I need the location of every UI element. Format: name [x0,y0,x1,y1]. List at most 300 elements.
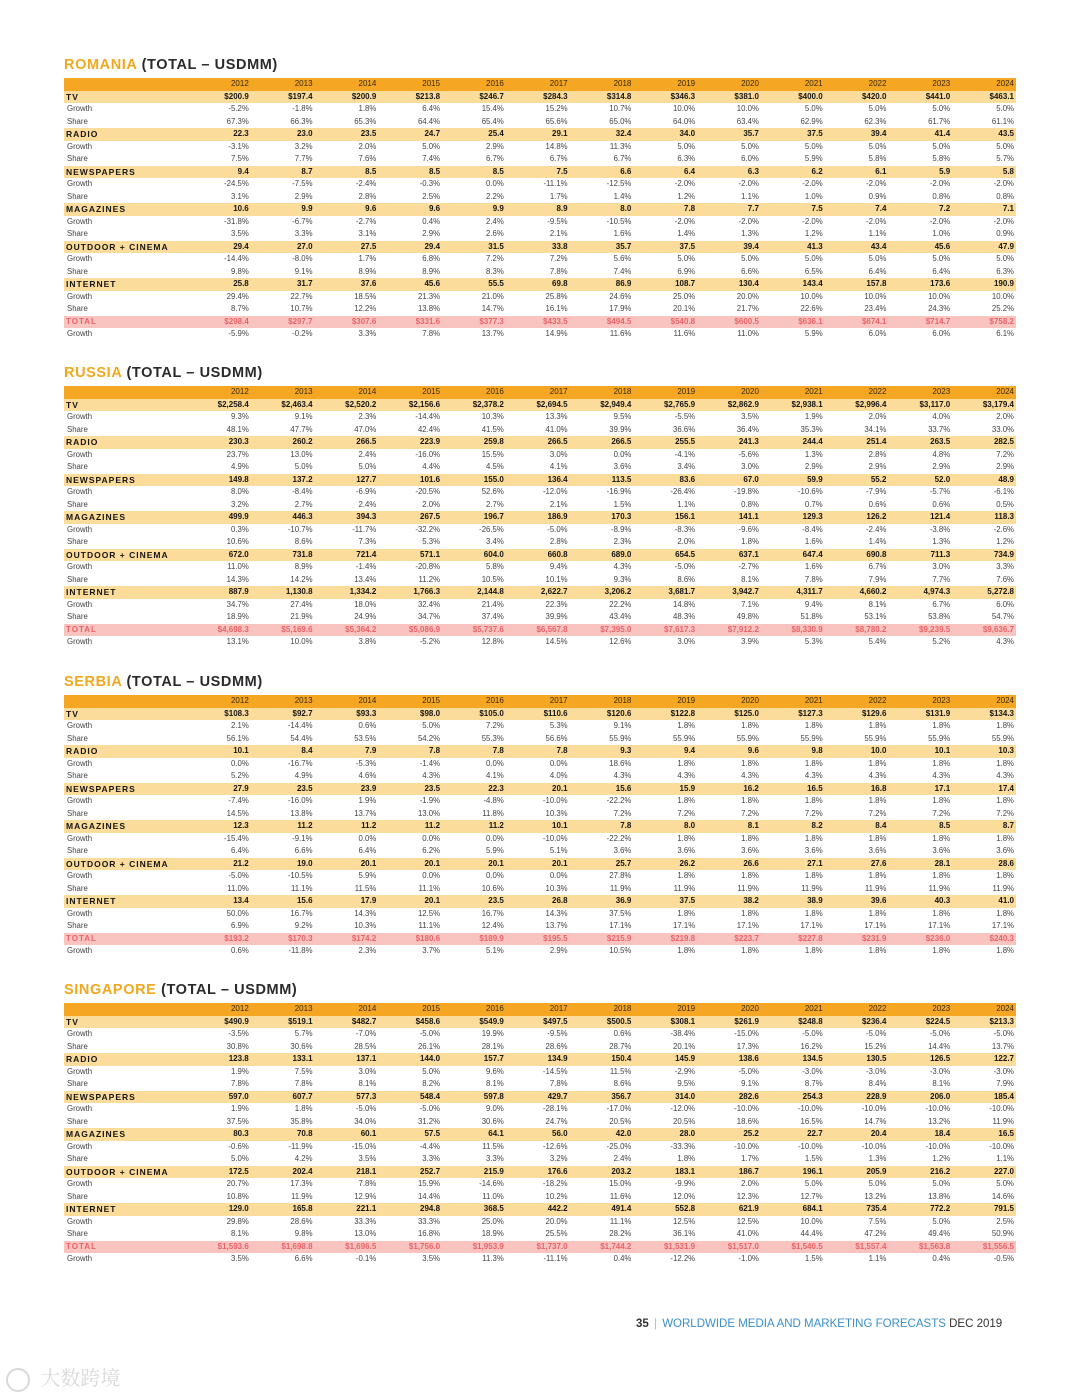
table-cell: 12.3% [736,1191,759,1201]
year-header: 2023 [888,386,952,399]
category-row-newspapers [64,166,1016,179]
table-cell: 4,660.2 [825,586,889,599]
table-cell: 11.0% [227,883,249,893]
table-cell: 10.5% [609,946,632,955]
table-cell: 28.5% [354,1041,377,1051]
table-cell: 34.1% [864,424,887,434]
table-cell: 27.0 [251,241,315,254]
table-cell: 5.8 [952,166,1016,179]
table-cell: 8.6% [677,574,696,584]
table-cell: 55.9% [800,733,823,743]
table-cell: -11.1% [543,1254,568,1263]
table-cell: -3.0% [929,1066,951,1076]
table-cell: 7.9 [315,745,379,758]
section-title [64,981,1016,1003]
table-cell: 19.0 [251,858,315,871]
table-cell: -2.0% [929,216,951,226]
row-label: MAGAZINES [64,511,187,524]
table-cell: 8.3% [486,266,504,276]
table-cell: 16.2% [800,1041,823,1051]
table-cell: 52.6% [481,487,504,496]
table-cell: $180.6 [378,933,442,946]
table-cell: $1,531.9 [633,1241,697,1254]
table-cell: 6.4% [230,846,249,855]
table-cell: 9.8% [294,1229,313,1238]
row-label: TV [64,91,187,104]
table-cell: 9.0% [486,1104,504,1113]
share-row [64,303,1016,316]
table-cell: 3.5% [358,1154,377,1163]
year-header: 2017 [506,386,570,399]
table-cell: 690.8 [825,549,889,562]
table-cell: 25.4 [442,128,506,141]
growth-row [64,908,1016,921]
table-cell: 5.0% [932,104,951,113]
table-cell: 14.7% [481,304,504,313]
table-cell: -5.5% [674,412,696,421]
table-cell: 8.4% [868,1079,887,1088]
table-cell: -38.4% [670,1029,696,1038]
table-cell: 10.6% [481,883,504,893]
table-cell: $219.8 [633,933,697,946]
table-cell: 2,622.7 [506,586,570,599]
category-row-internet [64,1203,1016,1216]
share-row [64,116,1016,129]
table-cell: 446.3 [251,511,315,524]
table-cell: 13.3% [545,412,568,421]
table-cell: -18.2% [542,1179,568,1188]
table-cell: 1.7% [741,1154,759,1163]
table-cell: 12.3 [187,820,251,833]
table-cell: $227.8 [761,933,825,946]
table-cell: 1.8% [932,908,951,918]
table-cell: 33.7% [928,424,951,434]
table-cell: 7.2% [868,808,887,818]
table-cell: 1.5% [804,1154,823,1163]
table-cell: 8.7% [230,304,249,313]
table-cell: 491.4 [570,1203,634,1216]
table-cell: 263.5 [888,436,952,449]
table-cell: 0.0% [613,449,632,459]
page-number: 35 [636,1318,649,1330]
table-cell: 1.8% [677,946,696,955]
table-cell: 7.8 [442,745,506,758]
table-cell: 5.6% [613,254,632,263]
table-cell: 223.9 [378,436,442,449]
table-cell: $519.1 [251,1016,315,1029]
table-cell: 133.1 [251,1053,315,1066]
table-cell: 17.1 [888,783,952,796]
table-cell: 1.8% [868,721,887,730]
table-cell: 17.1% [673,921,696,930]
row-label: Growth [67,254,93,263]
row-label: Share [67,612,88,621]
table-cell: 6.6% [294,846,313,855]
table-cell: 47.9 [952,241,1016,254]
table-cell: 2.9% [996,462,1014,471]
table-cell: 10.2% [545,1191,568,1201]
table-cell: 7.8 [506,745,570,758]
row-label: TV [64,399,187,412]
table-cell: 43.5 [952,128,1016,141]
table-cell: $122.8 [633,708,697,721]
table-cell: $714.7 [888,316,952,329]
table-cell: 23.5 [315,128,379,141]
table-cell: 10.1 [888,745,952,758]
year-header: 2013 [251,78,315,91]
table-cell: 3.2% [230,499,249,509]
table-cell: 1.8% [677,796,696,805]
table-cell: 56.0 [506,1128,570,1141]
table-cell: 8.0 [570,203,634,216]
table-cell: 17.3% [736,1041,759,1051]
table-cell: $9,239.5 [888,624,952,637]
table-cell: $1,953.9 [442,1241,506,1254]
table-cell: $134.3 [952,708,1016,721]
table-cell: 3.6% [996,846,1014,855]
table-cell: 5.0% [868,1179,887,1188]
table-cell: 5.0% [422,721,441,730]
table-cell: -8.9% [610,524,632,534]
table-cell: 1.8% [932,946,951,955]
table-cell: 27.9 [187,783,251,796]
table-cell: -3.0% [993,1066,1014,1076]
table-cell: 13.2% [928,1116,951,1126]
table-cell: -5.2% [419,637,441,646]
share-row [64,1191,1016,1204]
year-header: 2017 [506,695,570,708]
table-cell: $331.6 [378,316,442,329]
table-cell: 28.1% [481,1041,504,1051]
table-cell: $441.0 [888,91,952,104]
category-row-magazines [64,1128,1016,1141]
table-cell: 8.1% [358,1079,377,1088]
table-cell: 2.9% [486,141,504,151]
row-label: Share [67,1079,88,1088]
table-cell: 1.5% [804,1254,823,1263]
table-cell: 5.0% [804,141,823,151]
table-cell: 2.0% [422,499,441,509]
logo-icon [6,1368,30,1392]
table-cell: $1,540.5 [761,1241,825,1254]
year-header: 2015 [378,1003,442,1016]
share-row [64,611,1016,624]
table-cell: $494.5 [570,316,634,329]
table-cell: 6.4% [932,266,951,276]
table-cell: -10.0% [797,1141,823,1151]
growth-row [64,1141,1016,1154]
table-cell: 6.0% [996,599,1014,609]
table-cell: -20.5% [415,487,441,496]
total-row [64,933,1016,946]
table-cell: 1.8% [932,721,951,730]
table-cell: 10.3% [354,921,377,930]
row-label: Growth [67,1254,93,1263]
table-cell: 3.0% [549,449,568,459]
table-cell: 3.3% [358,329,377,338]
table-cell: 14.3% [545,908,568,918]
share-row [64,808,1016,821]
table-cell: -22.2% [606,833,632,843]
table-cell: 44.4% [800,1229,823,1238]
table-cell: 31.7 [251,278,315,291]
table-cell: 11.5% [609,1066,632,1076]
table-cell: 17.1% [991,921,1014,930]
table-cell: 130.5 [825,1053,889,1066]
table-cell: 7.8 [633,203,697,216]
table-cell: 11.3% [482,1254,504,1263]
table-cell: 2.5% [422,191,441,201]
year-header: 2021 [761,1003,825,1016]
table-cell: 5.0% [230,1154,249,1163]
table-cell: 2.3% [358,946,377,955]
header-blank [64,1003,187,1016]
table-cell: $758.2 [952,316,1016,329]
table-cell: 2.0% [868,412,887,421]
table-cell: -10.0% [989,1104,1014,1113]
table-cell: 55.9% [928,733,951,743]
table-cell: 38.2 [697,895,761,908]
table-cell: 3.3% [996,562,1014,571]
table-cell: $195.5 [506,933,570,946]
table-cell: 11.9% [737,883,759,893]
table-cell: 7.8% [549,1079,568,1088]
table-cell: 10.0% [736,104,759,113]
table-cell: 621.9 [697,1203,761,1216]
table-cell: 241.3 [697,436,761,449]
table-cell: 28.7% [609,1041,632,1051]
table-cell: 3.5% [741,412,759,421]
table-cell: $2,156.6 [378,399,442,412]
table-cell: 18.5% [354,291,377,301]
table-cell: 2.0% [996,412,1014,421]
table-cell: 37.5% [226,1116,249,1126]
growth-row [64,1253,1016,1266]
table-cell: $197.4 [251,91,315,104]
table-cell: $8,780.2 [825,624,889,637]
table-cell: -7.9% [866,487,887,496]
section-title [64,364,1016,386]
table-cell: 2.2% [486,191,504,201]
table-cell: $540.8 [633,316,697,329]
year-header: 2014 [315,695,379,708]
table-cell: 16.7% [481,908,504,918]
row-label: Growth [67,104,93,113]
table-cell: 0.0% [549,758,568,768]
table-cell: 70.8 [251,1128,315,1141]
table-cell: 3.7% [422,946,441,955]
table-cell: 7.1% [741,599,759,609]
table-cell: 127.7 [315,474,379,487]
table-cell: $200.9 [187,91,251,104]
table-cell: 2.0% [677,537,696,546]
table-cell: -11.7% [352,524,377,534]
table-cell: 216.2 [888,1166,952,1179]
table-cell: 6.6% [741,266,759,276]
table-cell: -4.8% [483,796,504,805]
growth-row [64,1066,1016,1079]
header-blank [64,695,187,708]
table-cell: $7,395.0 [570,624,634,637]
table-cell: -8.4% [292,487,313,496]
table-cell: 7.7% [932,574,951,584]
table-cell: 123.8 [187,1053,251,1066]
table-cell: 196.1 [761,1166,825,1179]
table-cell: -9.6% [738,524,759,534]
year-header: 2019 [633,695,697,708]
table-cell: 1.8% [741,871,759,880]
table-cell: -10.0% [861,1141,887,1151]
table-cell: 39.4 [825,128,889,141]
table-cell: 27.6 [825,858,889,871]
table-cell: 1.1% [868,1254,887,1263]
table-cell: 1.8% [996,758,1014,768]
row-label: Growth [67,1141,93,1151]
table-cell: 8.6% [294,537,313,546]
table-cell: -12.6% [542,1141,568,1151]
table-cell: 1.4% [677,229,696,238]
table-cell: 314.0 [633,1091,697,1104]
table-cell: 37.5 [633,895,697,908]
category-row-tv [64,708,1016,721]
table-cell: 10.0% [991,291,1014,301]
row-label: Growth [67,1029,93,1038]
row-label: Share [67,537,88,546]
table-cell: 11.0% [482,1191,504,1201]
table-cell: 20.1% [673,1041,696,1051]
table-cell: 16.5 [952,1128,1016,1141]
table-cell: 4.4% [422,462,441,471]
table-cell: 1.3% [741,229,759,238]
table-cell: 16.2 [697,783,761,796]
table-cell: $127.3 [761,708,825,721]
share-row [64,920,1016,933]
table-cell: $497.5 [506,1016,570,1029]
year-header: 2012 [187,386,251,399]
table-cell: 62.3% [864,116,887,126]
table-cell: 8.0 [633,820,697,833]
table-cell: 60.1 [315,1128,379,1141]
table-cell: -12.5% [606,179,632,188]
table-cell: -6.7% [292,216,313,226]
table-cell: 21.2 [187,858,251,871]
table-cell: 577.3 [315,1091,379,1104]
table-cell: 4.0% [549,771,568,780]
table-cell: 294.8 [378,1203,442,1216]
table-cell: 3.8% [358,637,377,646]
table-cell: $2,862.9 [697,399,761,412]
year-header: 2016 [442,78,506,91]
table-cell: -7.0% [355,1029,377,1038]
table-cell: 12.5% [417,908,441,918]
table-cell: 1.8% [804,946,823,955]
table-cell: 9.6 [378,203,442,216]
table-cell: 9.5% [613,412,632,421]
table-cell: 9.9 [442,203,506,216]
country-name: SINGAPORE [64,982,157,998]
table-cell: $5,737.6 [442,624,506,637]
table-cell: $458.6 [378,1016,442,1029]
row-label: OUTDOOR + CINEMA [64,241,187,254]
table-cell: 672.0 [187,549,251,562]
table-cell: $307.6 [315,316,379,329]
table-cell: $314.8 [570,91,634,104]
table-cell: 356.7 [570,1091,634,1104]
growth-row [64,561,1016,574]
table-cell: 1.8% [677,1154,696,1163]
table-cell: 1.8% [996,833,1014,843]
table-cell: 45.6 [378,278,442,291]
table-cell: 552.8 [633,1203,697,1216]
table-cell: 499.9 [187,511,251,524]
table-cell: 2.7% [294,499,313,509]
table-cell: $7,617.3 [633,624,697,637]
total-row [64,1241,1016,1254]
table-cell: 1.8% [932,796,951,805]
row-label: Growth [67,796,93,805]
table-cell: 183.1 [633,1166,697,1179]
table-cell: 36.9 [570,895,634,908]
table-cell: 13.2% [864,1191,887,1201]
table-cell: $236.4 [825,1016,889,1029]
table-cell: 5.0% [422,1066,441,1076]
growth-row [64,253,1016,266]
table-cell: 11.9% [609,883,632,893]
table-cell: -33.3% [670,1141,696,1151]
table-cell: -8.4% [802,524,823,534]
table-cell: 9.5% [677,1079,696,1088]
table-cell: 10.6% [226,537,249,546]
table-cell: 43.4 [825,241,889,254]
share-row [64,499,1016,512]
category-row-outdoor-cinema [64,241,1016,254]
table-cell: $246.7 [442,91,506,104]
table-cell: 5.0% [677,141,696,151]
table-cell: 48.9 [952,474,1016,487]
table-cell: -32.2% [415,524,441,534]
table-cell: 2.1% [549,229,568,238]
table-cell: 2.4% [358,499,377,509]
table-cell: 1.8% [932,871,951,880]
table-cell: 3.0% [741,462,759,471]
table-cell: 42.4% [417,424,441,434]
table-cell: 118.3 [952,511,1016,524]
table-cell: 54.7% [991,612,1014,621]
table-cell: 4.3% [804,771,823,780]
table-cell: 1.2% [677,191,696,201]
table-cell: 11.6% [609,1191,632,1201]
year-header: 2013 [251,386,315,399]
table-cell: 37.4% [481,612,504,621]
table-cell: $2,938.1 [761,399,825,412]
table-cell: 67.3% [226,116,249,126]
table-cell: 66.3% [290,116,313,126]
table-cell: -5.0% [674,562,696,571]
table-cell: 20.1 [378,895,442,908]
table-cell: 2.0% [741,1179,759,1188]
table-cell: 3.1% [358,229,377,238]
table-cell: 8.7 [952,820,1016,833]
table-cell: 1.6% [804,562,823,571]
table-cell: 6.8% [422,254,441,263]
table-cell: 14.3% [226,574,249,584]
table-cell: 21.4% [481,599,504,609]
table-cell: 0.0% [486,179,504,188]
row-label: Share [67,771,88,780]
table-cell: 6.4 [633,166,697,179]
table-cell: 7.8% [422,329,441,338]
table-cell: 3.6% [613,462,632,471]
